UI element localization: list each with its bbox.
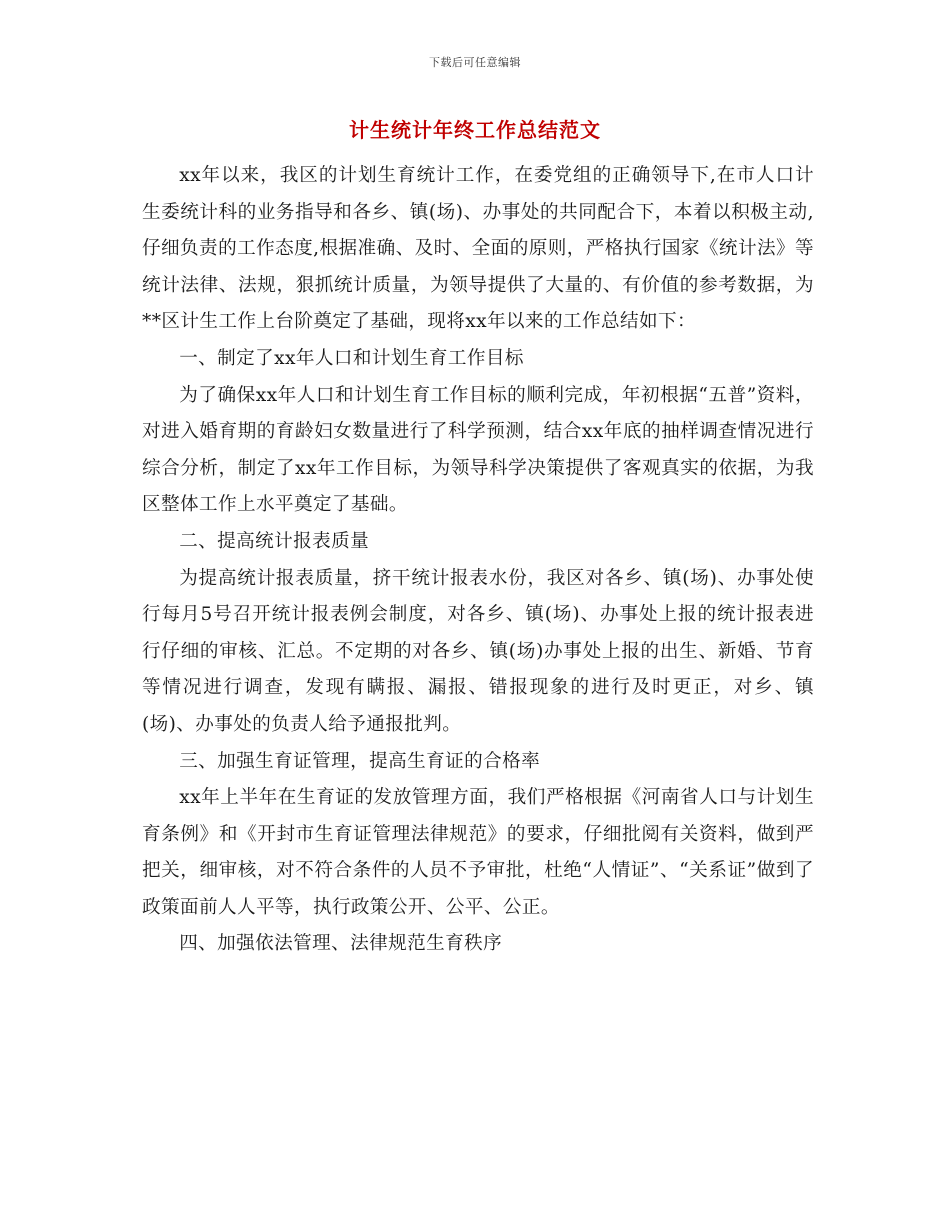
section-paragraph-2: 为提高统计报表质量，挤干统计报表水份，我区对各乡、镇(场)、办事处使行每月5号召开统计报表例会制度，对各乡、镇(场)、办事处上报的统计报表进行仔细的审核、汇总。不定期的对各乡、镇(场)办事处上报的出生、新婚、节育等情况进行调查，发现有瞒报、漏报、错报现象的进行及时更正，对乡、镇(场)、办事处的负责人给予通报批判。 xyxy=(142,567,814,735)
section-heading-3: 三、加强生育证管理，提高生育证的合格率 xyxy=(179,750,541,772)
section-heading-4: 四、加强依法管理、法律规范生育秩序 xyxy=(179,933,503,955)
intro-paragraph: xx年以来，我区的计划生育统计工作，在委党组的正确领导下,在市人口计生委统计科的业务指导和各乡、镇(场)、办事处的共同配合下，本着以积极主动,仔细负责的工作态度,根据准确、及时、全面的原则，严格执行国家《统计法》等统计法律、法规，狠抓统计质量，为领导提供了大量的、有价值的参考数据，为**区计生工作上台阶奠定了基础，现将xx年以来的工作总结如下： xyxy=(142,165,814,333)
page-header-note: 下载后可任意编辑 xyxy=(429,56,521,69)
section-paragraph-3: xx年上半年在生育证的发放管理方面，我们严格根据《河南省人口与计划生育条例》和《开封市生育证管理法律规范》的要求，仔细批阅有关资料，做到严把关，细审核，对不符合条件的人员不予审批，杜绝“人情证”、“关系证”做到了政策面前人人平等，执行政策公开、公平、公正。 xyxy=(142,787,814,918)
section-heading-1: 一、制定了xx年人口和计划生育工作目标 xyxy=(179,347,524,369)
document-title: 计生统计年终工作总结范文 xyxy=(349,118,601,142)
section-paragraph-1: 为了确保xx年人口和计划生育工作目标的顺利完成，年初根据“五普”资料，对进入婚育期的育龄妇女数量进行了科学预测，结合xx年底的抽样调查情况进行综合分析，制定了xx年工作目标，为领导科学决策提供了客观真实的依据，为我区整体工作上水平奠定了基础。 xyxy=(142,384,814,516)
section-heading-2: 二、提高统计报表质量 xyxy=(179,530,370,552)
document-body xyxy=(142,158,814,963)
